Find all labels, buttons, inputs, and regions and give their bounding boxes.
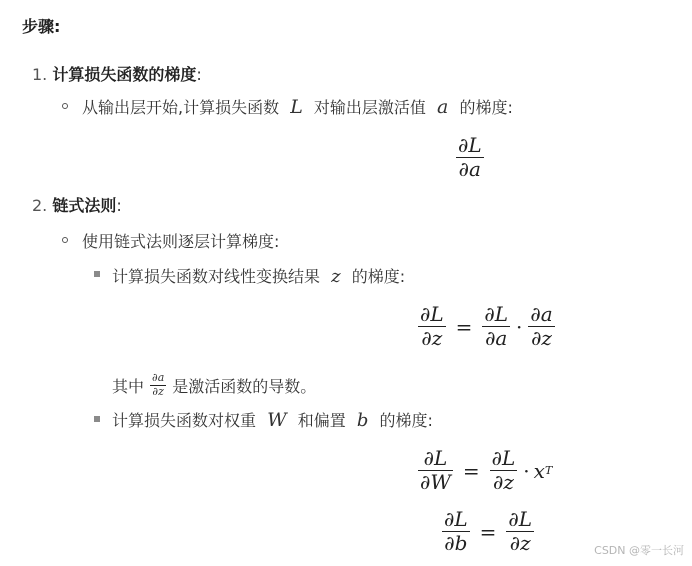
step-1-bullet <box>82 95 513 118</box>
sub1-suffix: 的梯度: <box>351 267 406 286</box>
step-2 <box>32 193 122 216</box>
formula-dL-dW <box>416 447 552 494</box>
lhs-numerator: ∂L <box>444 507 468 531</box>
square-bullet-icon <box>94 416 100 422</box>
step-1-bullet-middle: 对输出层激活值 <box>313 98 426 117</box>
sub1-prefix: 计算损失函数对线性变换结果 <box>112 267 321 286</box>
lhs-denominator: ∂W <box>420 470 451 495</box>
circle-bullet-icon <box>62 237 68 243</box>
transpose-superscript: T <box>544 464 553 478</box>
lhs-denominator: ∂b <box>444 531 468 556</box>
step-1-title: 计算损失函数的梯度 <box>52 65 197 84</box>
formula-numerator: ∂L <box>458 133 482 157</box>
factor1-denominator: ∂a <box>485 326 508 351</box>
step-2-colon: : <box>116 196 122 215</box>
factor2-denominator: ∂z <box>531 326 552 351</box>
step-2-bullet: 使用链式法则逐层计算梯度: <box>82 232 280 251</box>
formula-dL-db <box>440 508 536 555</box>
sub-bullet-z-gradient <box>112 264 405 287</box>
lhs-numerator: ∂L <box>420 302 444 326</box>
step-1-bullet-suffix: 的梯度: <box>459 98 513 117</box>
step-1 <box>32 62 202 85</box>
var-x: x <box>533 458 545 483</box>
step-1-colon: : <box>196 65 202 84</box>
dot-operator: · <box>523 458 530 483</box>
step-1-number: 1. <box>32 65 48 84</box>
sub2-middle: 和偏置 <box>297 411 346 430</box>
square-bullet-icon <box>94 271 100 277</box>
step-1-bullet-prefix: 从输出层开始,计算损失函数 <box>82 98 280 117</box>
var-W: W <box>267 409 287 431</box>
activation-derivative-note <box>112 372 316 398</box>
var-L: L <box>290 96 303 118</box>
var-a: a <box>437 96 449 118</box>
formula-denominator: ∂a <box>458 157 481 182</box>
rhs-numerator: ∂L <box>491 446 516 470</box>
var-b: b <box>356 410 369 431</box>
circle-bullet-icon <box>62 103 68 109</box>
formula-dL-dz-chain <box>416 303 557 350</box>
lhs-numerator: ∂L <box>423 446 448 470</box>
factor1-numerator: ∂L <box>484 302 509 326</box>
section-heading: 步骤: <box>22 17 61 36</box>
factor2-numerator: ∂a <box>530 302 553 326</box>
note-denominator: ∂z <box>152 384 164 398</box>
note-prefix: 其中 <box>112 376 145 396</box>
rhs-denominator: ∂z <box>509 531 531 556</box>
var-z: z <box>331 266 341 287</box>
equals-sign: = <box>462 458 480 483</box>
rhs-denominator: ∂z <box>493 470 514 495</box>
sub-bullet-W-b-gradient <box>112 408 433 431</box>
sub2-suffix: 的梯度: <box>379 411 433 430</box>
step-2-number: 2. <box>32 196 48 215</box>
csdn-watermark: CSDN @零一长河 <box>594 544 684 557</box>
dot-operator: · <box>516 314 523 339</box>
note-suffix: 是激活函数的导数。 <box>172 376 317 396</box>
note-numerator: ∂a <box>152 371 165 384</box>
rhs-numerator: ∂L <box>508 507 533 531</box>
step-2-title: 链式法则 <box>52 196 117 215</box>
formula-dL-da <box>454 134 486 181</box>
sub2-prefix: 计算损失函数对权重 <box>112 411 257 430</box>
equals-sign: = <box>455 314 473 339</box>
equals-sign: = <box>479 519 497 544</box>
lhs-denominator: ∂z <box>421 326 443 351</box>
